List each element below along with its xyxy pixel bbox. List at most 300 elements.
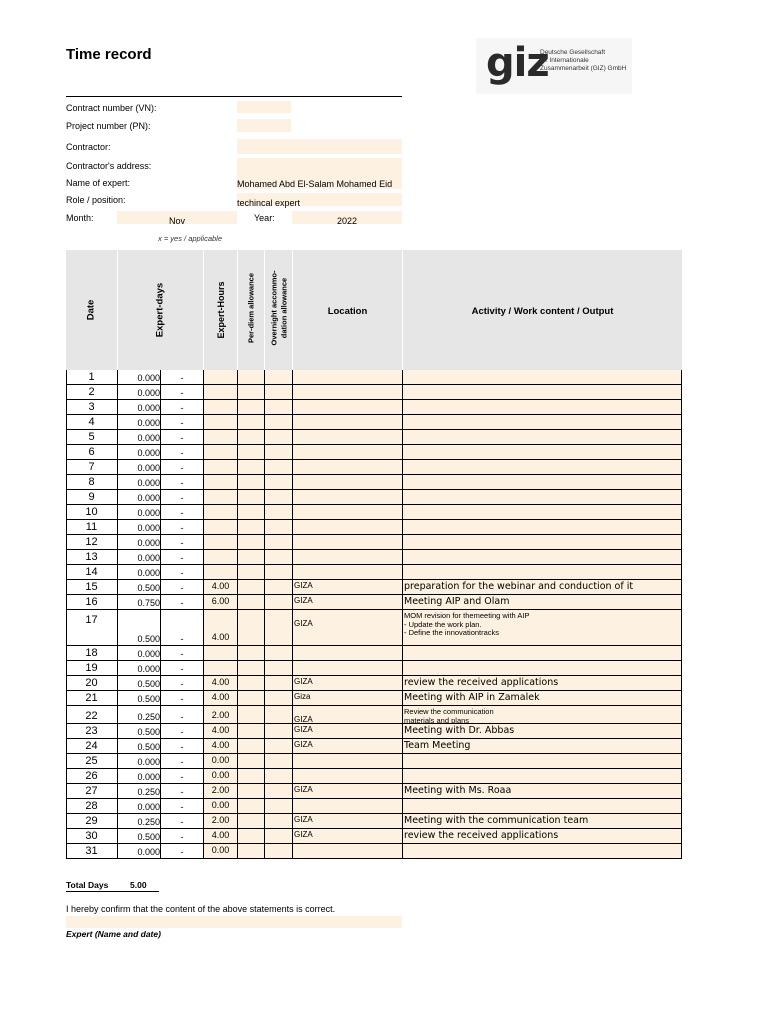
- dash-cell: -: [180, 493, 184, 503]
- expert-days-cell: 0.000: [137, 802, 160, 812]
- contractor-address-field[interactable]: [237, 158, 402, 172]
- expert-days-cell: 0.000: [137, 418, 160, 428]
- location-cell: [293, 415, 403, 429]
- input-cell[interactable]: [265, 676, 292, 690]
- input-cell[interactable]: [265, 691, 292, 705]
- role-label: Role / position:: [66, 195, 126, 205]
- input-cell[interactable]: [265, 430, 292, 444]
- dash-cell: -: [180, 649, 184, 659]
- column-divider: [66, 370, 67, 859]
- input-cell[interactable]: [238, 661, 264, 675]
- column-divider: [117, 370, 118, 859]
- input-cell[interactable]: [238, 460, 264, 474]
- header-expert-hours: Expert-Hours: [204, 250, 237, 370]
- expert-hours-cell: [204, 535, 237, 549]
- column-divider: [264, 370, 265, 859]
- date-cell: 24: [85, 740, 98, 752]
- year-field[interactable]: 2022: [292, 211, 402, 224]
- table-row: [66, 460, 682, 475]
- location-cell: GIZA: [294, 596, 313, 605]
- date-cell: 8: [88, 476, 95, 488]
- activity-cell: [403, 535, 683, 549]
- logo-mark: giz: [486, 40, 549, 86]
- input-cell[interactable]: [265, 400, 292, 414]
- input-cell[interactable]: [265, 565, 292, 579]
- expert-hours-cell: 4.00: [211, 692, 230, 702]
- input-cell[interactable]: [265, 415, 292, 429]
- input-cell[interactable]: [238, 505, 264, 519]
- dash-cell: -: [180, 679, 184, 689]
- table-row: [66, 844, 682, 859]
- dash-cell: -: [180, 433, 184, 443]
- date-cell: 3: [88, 401, 95, 413]
- dash-cell: -: [180, 418, 184, 428]
- dash-cell: -: [180, 787, 184, 797]
- table-row: [66, 814, 682, 829]
- date-cell: 5: [88, 431, 95, 443]
- location-cell: Giza: [294, 692, 311, 701]
- expert-days-cell: 0.250: [137, 787, 160, 797]
- header-date: Date: [66, 250, 117, 370]
- input-cell[interactable]: [265, 520, 292, 534]
- dash-cell: -: [180, 478, 184, 488]
- input-cell[interactable]: [265, 844, 292, 858]
- input-cell[interactable]: [238, 676, 264, 690]
- activity-cell: review the received applications: [404, 677, 559, 688]
- location-cell: [293, 475, 403, 489]
- expert-days-cell: 0.500: [137, 727, 160, 737]
- location-cell: [293, 799, 403, 813]
- date-cell: 1: [88, 371, 95, 383]
- table-row: [66, 520, 682, 535]
- expert-hours-cell: [204, 460, 237, 474]
- activity-cell: review the received applications: [404, 830, 559, 841]
- activity-cell: [403, 385, 683, 399]
- column-divider: [237, 370, 238, 859]
- input-cell[interactable]: [238, 535, 264, 549]
- expert-days-cell: 0.000: [137, 649, 160, 659]
- header-per-diem: Per-diem allowance: [238, 250, 264, 370]
- input-cell[interactable]: [265, 646, 292, 660]
- table-row: [66, 784, 682, 799]
- input-cell[interactable]: [238, 799, 264, 813]
- header-expert-days: Expert-days: [118, 250, 203, 370]
- column-divider: [402, 370, 403, 859]
- dash-cell: -: [180, 772, 184, 782]
- dash-cell: -: [180, 583, 184, 593]
- table-row: [66, 505, 682, 520]
- expert-hours-cell: 4.00: [211, 740, 230, 750]
- input-cell[interactable]: [238, 769, 264, 783]
- input-cell[interactable]: [238, 739, 264, 753]
- activity-cell: Meeting AIP and Olam: [404, 596, 510, 607]
- contract-number-field[interactable]: [237, 101, 291, 113]
- expert-name-label: Name of expert:: [66, 178, 131, 188]
- dash-cell: -: [180, 523, 184, 533]
- dash-cell: -: [180, 538, 184, 548]
- activity-cell: Meeting with Ms. Roaa: [404, 785, 512, 796]
- input-cell[interactable]: [265, 385, 292, 399]
- date-cell: 28: [85, 800, 98, 812]
- input-cell[interactable]: [238, 520, 264, 534]
- header-overnight: Overnight accommo- dation allowance: [265, 250, 292, 370]
- input-cell[interactable]: [265, 490, 292, 504]
- dash-cell: -: [180, 727, 184, 737]
- expert-days-cell: 0.000: [137, 553, 160, 563]
- dash-cell: -: [180, 694, 184, 704]
- expert-days-cell: 0.000: [137, 433, 160, 443]
- location-cell: [293, 769, 403, 783]
- expert-hours-cell: 0.00: [211, 845, 230, 855]
- table-row: [66, 400, 682, 415]
- dash-cell: -: [180, 832, 184, 842]
- input-cell[interactable]: [265, 535, 292, 549]
- date-cell: 22: [85, 710, 98, 722]
- contract-number-label: Contract number (VN):: [66, 103, 157, 113]
- input-cell[interactable]: [238, 754, 264, 768]
- location-cell: [293, 445, 403, 459]
- header-activity: Activity / Work content / Output: [403, 250, 682, 370]
- input-cell[interactable]: [265, 610, 292, 645]
- dash-cell: -: [180, 634, 184, 644]
- input-cell[interactable]: [238, 580, 264, 594]
- table-row: [66, 415, 682, 430]
- input-cell[interactable]: [238, 565, 264, 579]
- table-row: [66, 610, 682, 646]
- input-cell[interactable]: [238, 784, 264, 798]
- expert-days-cell: 0.250: [137, 817, 160, 827]
- table-row: [66, 739, 682, 754]
- input-cell[interactable]: [238, 610, 264, 645]
- dash-cell: -: [180, 598, 184, 608]
- dash-cell: -: [180, 802, 184, 812]
- activity-cell: [403, 430, 683, 444]
- date-cell: 13: [85, 551, 98, 563]
- column-divider: [160, 370, 161, 859]
- column-divider: [292, 370, 293, 859]
- expert-hours-cell: 0.00: [211, 770, 230, 780]
- expert-days-cell: 0.500: [137, 583, 160, 593]
- expert-hours-cell: [204, 415, 237, 429]
- location-cell: [293, 505, 403, 519]
- expert-days-cell: 0.000: [137, 493, 160, 503]
- table-row: [66, 769, 682, 784]
- expert-hours-cell: [204, 430, 237, 444]
- dash-cell: -: [180, 508, 184, 518]
- input-cell[interactable]: [238, 370, 264, 384]
- location-cell: GIZA: [294, 581, 313, 590]
- input-cell[interactable]: [265, 595, 292, 609]
- activity-cell: [403, 460, 683, 474]
- table-row: [66, 661, 682, 676]
- date-cell: 31: [85, 845, 98, 857]
- expert-days-cell: 0.000: [137, 403, 160, 413]
- expert-days-cell: 0.000: [137, 538, 160, 548]
- table-row: [66, 475, 682, 490]
- input-cell[interactable]: [238, 724, 264, 738]
- location-cell: [293, 400, 403, 414]
- table-row: [66, 565, 682, 580]
- expert-days-cell: 0.000: [137, 757, 160, 767]
- expert-days-cell: 0.000: [137, 388, 160, 398]
- activity-cell: [403, 415, 683, 429]
- expert-days-cell: 0.500: [137, 679, 160, 689]
- activity-cell: [403, 550, 683, 564]
- page-title: Time record: [66, 46, 152, 63]
- date-cell: 2: [88, 386, 95, 398]
- activity-cell: [403, 769, 683, 783]
- expert-hours-cell: 4.00: [211, 725, 230, 735]
- input-cell[interactable]: [265, 754, 292, 768]
- table-row: [66, 646, 682, 661]
- location-cell: GIZA: [294, 830, 313, 839]
- activity-cell: [403, 505, 683, 519]
- time-record-table: [66, 370, 682, 859]
- input-cell[interactable]: [238, 595, 264, 609]
- expert-days-cell: 0.000: [137, 463, 160, 473]
- header-location: Location: [293, 250, 402, 370]
- month-label: Month:: [66, 213, 94, 223]
- expert-hours-cell: [204, 370, 237, 384]
- dash-cell: -: [180, 664, 184, 674]
- location-cell: GIZA: [294, 619, 313, 628]
- date-cell: 20: [85, 677, 98, 689]
- dash-cell: -: [180, 388, 184, 398]
- expert-hours-cell: 2.00: [211, 815, 230, 825]
- dash-cell: -: [180, 757, 184, 767]
- expert-days-cell: 0.000: [137, 847, 160, 857]
- date-cell: 17: [85, 614, 98, 626]
- location-cell: [293, 844, 403, 858]
- dash-cell: -: [180, 373, 184, 383]
- expert-hours-cell: [204, 520, 237, 534]
- expert-days-cell: 0.500: [137, 832, 160, 842]
- input-cell[interactable]: [238, 691, 264, 705]
- table-row: [66, 706, 682, 724]
- activity-cell: [403, 520, 683, 534]
- dash-cell: -: [180, 403, 184, 413]
- expert-days-cell: 0.000: [137, 508, 160, 518]
- input-cell[interactable]: [265, 739, 292, 753]
- expert-hours-cell: [204, 400, 237, 414]
- location-cell: [293, 754, 403, 768]
- activity-cell: Meeting with Dr. Abbas: [404, 725, 515, 736]
- activity-cell: [403, 754, 683, 768]
- input-cell[interactable]: [265, 661, 292, 675]
- date-cell: 23: [85, 725, 98, 737]
- table-row: [66, 430, 682, 445]
- input-cell[interactable]: [265, 724, 292, 738]
- giz-logo: [476, 38, 632, 94]
- location-cell: [293, 460, 403, 474]
- input-cell[interactable]: [238, 829, 264, 843]
- expert-days-cell: 0.000: [137, 373, 160, 383]
- input-cell[interactable]: [238, 550, 264, 564]
- expert-hours-cell: [204, 385, 237, 399]
- input-cell[interactable]: [265, 769, 292, 783]
- input-cell[interactable]: [238, 400, 264, 414]
- input-cell[interactable]: [238, 814, 264, 828]
- expert-hours-cell: 4.00: [211, 830, 230, 840]
- input-cell[interactable]: [265, 460, 292, 474]
- location-cell: GIZA: [294, 715, 313, 724]
- activity-cell: [403, 844, 683, 858]
- input-cell[interactable]: [265, 799, 292, 813]
- input-cell[interactable]: [265, 706, 292, 723]
- table-row: [66, 724, 682, 739]
- year-label: Year:: [254, 213, 275, 223]
- expert-days-cell: 0.000: [137, 478, 160, 488]
- activity-cell: preparation for the webinar and conduction of it: [404, 581, 634, 592]
- input-cell[interactable]: [265, 580, 292, 594]
- expert-days-cell: 0.750: [137, 598, 160, 608]
- location-cell: [293, 385, 403, 399]
- total-days-value: 5.00: [130, 880, 147, 890]
- table-row: [66, 385, 682, 400]
- location-cell: [293, 520, 403, 534]
- contractor-field[interactable]: [237, 139, 402, 154]
- date-cell: 11: [85, 521, 98, 533]
- date-cell: 15: [85, 581, 98, 593]
- expert-days-cell: 0.500: [137, 694, 160, 704]
- input-cell[interactable]: [265, 475, 292, 489]
- location-cell: GIZA: [294, 740, 313, 749]
- input-cell[interactable]: [238, 646, 264, 660]
- expert-hours-cell: [204, 490, 237, 504]
- date-cell: 6: [88, 446, 95, 458]
- activity-cell: [403, 370, 683, 384]
- expert-hours-cell: [204, 565, 237, 579]
- location-cell: [293, 661, 403, 675]
- dash-cell: -: [180, 712, 184, 722]
- location-cell: [293, 565, 403, 579]
- signature-field[interactable]: [66, 916, 402, 928]
- date-cell: 27: [85, 785, 98, 797]
- location-cell: GIZA: [294, 677, 313, 686]
- input-cell[interactable]: [265, 445, 292, 459]
- location-cell: [293, 430, 403, 444]
- input-cell[interactable]: [238, 490, 264, 504]
- date-cell: 25: [85, 755, 98, 767]
- total-days-label: Total Days: [66, 880, 109, 890]
- activity-cell: [403, 475, 683, 489]
- dash-cell: -: [180, 553, 184, 563]
- expert-hours-cell: [204, 445, 237, 459]
- input-cell[interactable]: [265, 370, 292, 384]
- dash-cell: -: [180, 463, 184, 473]
- expert-days-cell: 0.500: [137, 742, 160, 752]
- date-cell: 26: [85, 770, 98, 782]
- column-divider: [203, 370, 204, 859]
- input-cell[interactable]: [265, 814, 292, 828]
- table-row: [66, 799, 682, 814]
- expert-days-cell: 0.000: [137, 664, 160, 674]
- date-cell: 21: [85, 692, 98, 704]
- table-row: [66, 691, 682, 706]
- input-cell[interactable]: [238, 844, 264, 858]
- activity-cell: Review the communication materials and plans: [404, 707, 494, 725]
- role-field[interactable]: techincal expert: [237, 193, 402, 206]
- activity-cell: [403, 400, 683, 414]
- location-cell: GIZA: [294, 815, 313, 824]
- table-row: [66, 754, 682, 769]
- dash-cell: -: [180, 568, 184, 578]
- table-row: [66, 580, 682, 595]
- input-cell[interactable]: [238, 706, 264, 723]
- location-cell: [293, 490, 403, 504]
- activity-cell: [403, 799, 683, 813]
- confirmation-text: I hereby confirm that the content of the above statements is correct.: [66, 904, 336, 914]
- table-row: [66, 829, 682, 844]
- table-row: [66, 370, 682, 385]
- expert-name-field[interactable]: Mohamed Abd El-Salam Mohamed Eid: [237, 172, 402, 189]
- expert-days-cell: 0.000: [137, 448, 160, 458]
- expert-hours-cell: 6.00: [211, 596, 230, 606]
- input-cell[interactable]: [265, 550, 292, 564]
- expert-hours-cell: 2.00: [211, 785, 230, 795]
- date-cell: 9: [88, 491, 95, 503]
- header-divider: [66, 96, 402, 97]
- expert-days-cell: 0.000: [137, 568, 160, 578]
- input-cell[interactable]: [265, 505, 292, 519]
- date-cell: 30: [85, 830, 98, 842]
- expert-days-cell: 0.000: [137, 772, 160, 782]
- activity-cell: [403, 646, 683, 660]
- activity-cell: [403, 661, 683, 675]
- expert-days-cell: 0.000: [137, 523, 160, 533]
- date-cell: 16: [85, 596, 98, 608]
- contractor-label: Contractor:: [66, 142, 111, 152]
- activity-cell: [403, 565, 683, 579]
- table-row: [66, 595, 682, 610]
- total-divider: [66, 891, 159, 892]
- month-field[interactable]: Nov: [117, 211, 237, 224]
- activity-cell: Meeting with AIP in Zamalek: [404, 692, 540, 703]
- legend-note: x = yes / applicable: [158, 234, 222, 243]
- expert-hours-cell: [204, 505, 237, 519]
- date-cell: 10: [85, 506, 98, 518]
- activity-cell: MOM revision for themeeting with AIP - Update the work plan. - Define the innovationtracks: [404, 611, 530, 637]
- signature-label: Expert (Name and date): [66, 929, 161, 939]
- expert-hours-cell: [204, 661, 237, 675]
- input-cell[interactable]: [265, 829, 292, 843]
- project-number-field[interactable]: [237, 119, 291, 132]
- input-cell[interactable]: [265, 784, 292, 798]
- input-cell[interactable]: [238, 415, 264, 429]
- input-cell[interactable]: [238, 475, 264, 489]
- input-cell[interactable]: [238, 385, 264, 399]
- date-cell: 12: [85, 536, 98, 548]
- date-cell: 4: [88, 416, 95, 428]
- column-divider: [681, 370, 682, 859]
- expert-hours-cell: 4.00: [211, 677, 230, 687]
- date-cell: 18: [85, 647, 98, 659]
- input-cell[interactable]: [238, 445, 264, 459]
- location-cell: [293, 550, 403, 564]
- activity-cell: Meeting with the communication team: [404, 815, 589, 826]
- location-cell: GIZA: [294, 785, 313, 794]
- location-cell: [293, 535, 403, 549]
- expert-hours-cell: 0.00: [211, 800, 230, 810]
- dash-cell: -: [180, 742, 184, 752]
- date-cell: 7: [88, 461, 95, 473]
- table-row: [66, 550, 682, 565]
- expert-hours-cell: [204, 475, 237, 489]
- dash-cell: -: [180, 817, 184, 827]
- input-cell[interactable]: [238, 430, 264, 444]
- activity-cell: [403, 490, 683, 504]
- expert-hours-cell: 4.00: [211, 632, 230, 642]
